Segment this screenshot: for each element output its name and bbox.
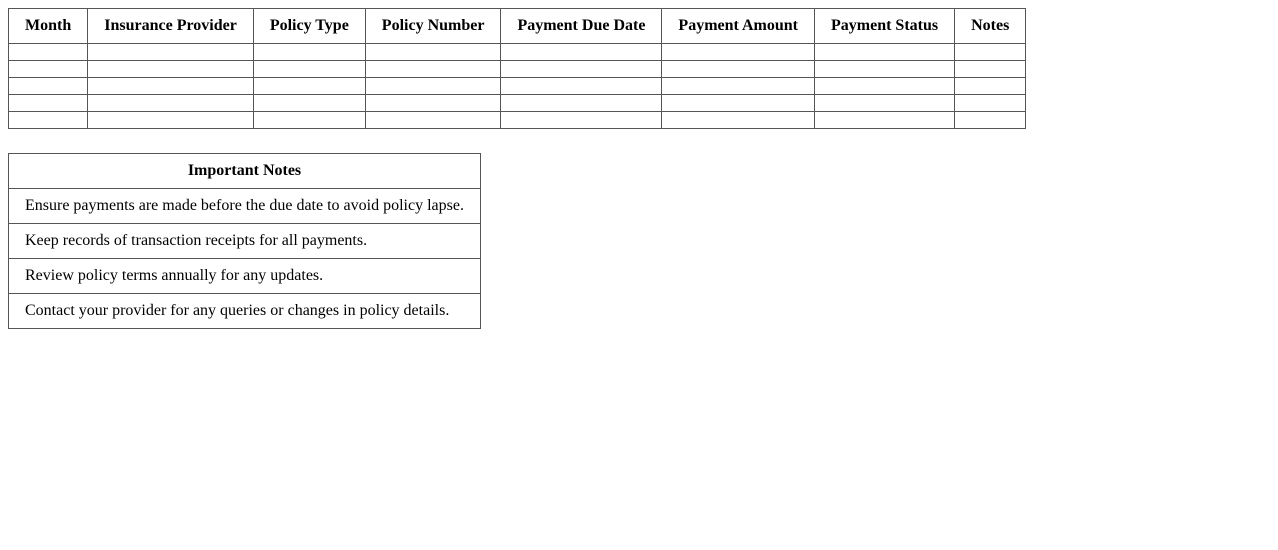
table-cell[interactable] (814, 112, 954, 129)
table-cell[interactable] (814, 61, 954, 78)
notes-table-header (9, 154, 481, 189)
notes-title: Important Notes (9, 154, 481, 189)
note-text: Keep records of transaction receipts for all payments. (9, 224, 481, 259)
list-item (9, 189, 481, 224)
table-cell[interactable] (955, 61, 1026, 78)
note-text: Contact your provider for any queries or changes in policy details. (9, 294, 481, 329)
header-policy-type: Policy Type (253, 9, 365, 44)
table-row (9, 78, 1026, 95)
note-text: Ensure payments are made before the due date to avoid policy lapse. (9, 189, 481, 224)
table-cell[interactable] (9, 61, 88, 78)
payment-table-header (9, 9, 1026, 44)
table-cell[interactable] (662, 112, 815, 129)
header-insurance-provider: Insurance Provider (88, 9, 254, 44)
table-cell[interactable] (365, 112, 501, 129)
table-cell[interactable] (88, 78, 254, 95)
table-cell[interactable] (814, 44, 954, 61)
table-row (9, 95, 1026, 112)
note-text: Review policy terms annually for any updates. (9, 259, 481, 294)
table-cell[interactable] (501, 44, 662, 61)
table-cell[interactable] (88, 95, 254, 112)
table-cell[interactable] (501, 61, 662, 78)
header-payment-amount: Payment Amount (662, 9, 815, 44)
important-notes-table (8, 153, 481, 329)
table-row (9, 61, 1026, 78)
table-cell[interactable] (365, 78, 501, 95)
table-row (9, 44, 1026, 61)
table-cell[interactable] (365, 44, 501, 61)
table-cell[interactable] (662, 78, 815, 95)
table-cell[interactable] (253, 95, 365, 112)
table-cell[interactable] (365, 95, 501, 112)
table-cell[interactable] (9, 44, 88, 61)
notes-table-body (9, 189, 481, 329)
payment-table-body (9, 44, 1026, 129)
header-payment-due-date: Payment Due Date (501, 9, 662, 44)
table-cell[interactable] (955, 44, 1026, 61)
payment-schedule-table (8, 8, 1026, 129)
header-row (9, 9, 1026, 44)
table-cell[interactable] (88, 61, 254, 78)
table-cell[interactable] (814, 78, 954, 95)
table-cell[interactable] (501, 112, 662, 129)
list-item (9, 259, 481, 294)
table-cell[interactable] (9, 112, 88, 129)
table-cell[interactable] (501, 78, 662, 95)
table-cell[interactable] (955, 112, 1026, 129)
notes-header-row (9, 154, 481, 189)
table-cell[interactable] (662, 95, 815, 112)
table-cell[interactable] (253, 44, 365, 61)
table-cell[interactable] (253, 78, 365, 95)
table-cell[interactable] (88, 44, 254, 61)
list-item (9, 294, 481, 329)
table-cell[interactable] (253, 61, 365, 78)
table-cell[interactable] (88, 112, 254, 129)
table-cell[interactable] (9, 95, 88, 112)
header-payment-status: Payment Status (814, 9, 954, 44)
table-cell[interactable] (955, 78, 1026, 95)
table-cell[interactable] (365, 61, 501, 78)
table-cell[interactable] (814, 95, 954, 112)
header-policy-number: Policy Number (365, 9, 501, 44)
table-cell[interactable] (662, 61, 815, 78)
table-cell[interactable] (9, 78, 88, 95)
table-row (9, 112, 1026, 129)
header-month: Month (9, 9, 88, 44)
header-notes: Notes (955, 9, 1026, 44)
table-cell[interactable] (501, 95, 662, 112)
table-cell[interactable] (955, 95, 1026, 112)
table-cell[interactable] (253, 112, 365, 129)
list-item (9, 224, 481, 259)
table-cell[interactable] (662, 44, 815, 61)
